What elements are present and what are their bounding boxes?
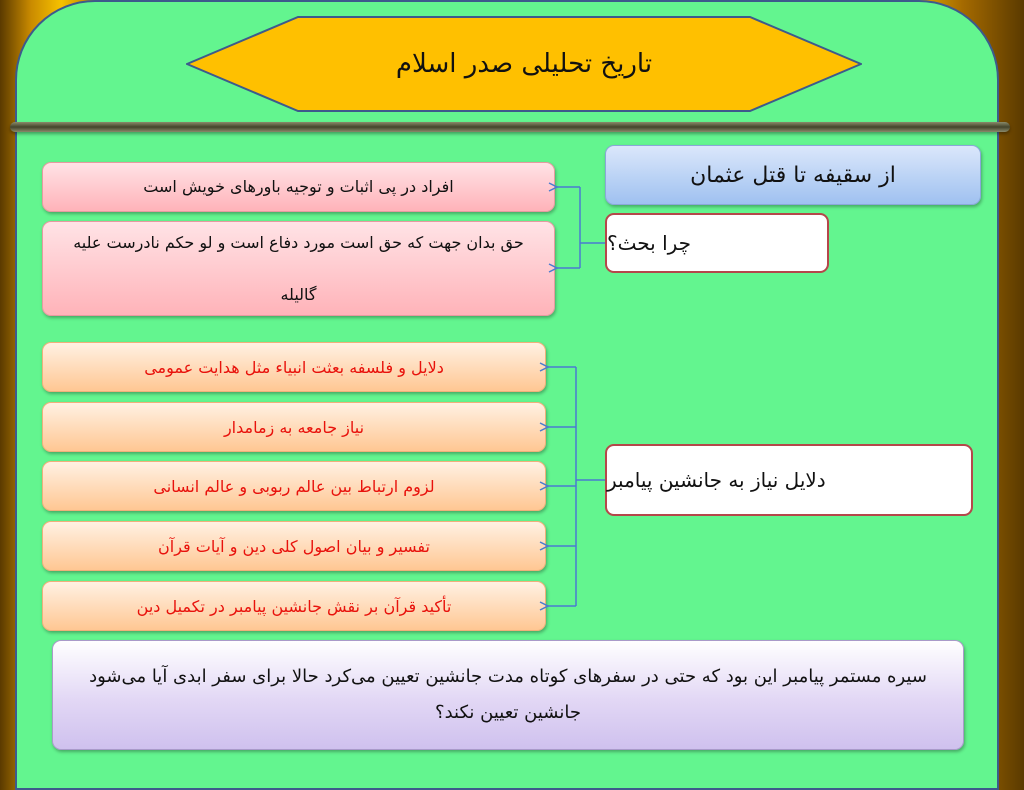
note-text: سیره مستمر پیامبر این بود که حتی در سفرهای کوتاه مدت جانشین تعیین می‌کرد حالا برای سفر ابدی آیا می‌شود جانشین تعیین نکند؟ <box>89 666 927 723</box>
page-title: تاریخ تحلیلی صدر اسلام <box>395 49 653 79</box>
subtitle-text: از سقیفه تا قتل عثمان <box>690 162 896 188</box>
need-text-4: تفسیر و بیان اصول کلی دین و آیات قرآن <box>158 536 430 556</box>
need-text-5: تأکید قرآن بر نقش جانشین پیامبر در تکمیل دین <box>136 596 452 616</box>
reason-text-2: حق بدان جهت که حق است مورد دفاع است و لو حکم نادرست علیه گالیله <box>73 232 524 304</box>
question-text: چرا بحث؟ <box>607 231 692 255</box>
topic-text: دلایل نیاز به جانشین پیامبر <box>607 468 826 492</box>
need-text-2: نیاز جامعه به زمامدار <box>223 417 365 437</box>
need-text-1: دلایل و فلسفه بعثت انبیاء مثل هدایت عمومی <box>144 357 444 377</box>
reason-text-1: افراد در پی اثبات و توجیه باورهای خویش است <box>143 177 454 196</box>
need-text-3: لزوم ارتباط بین عالم ربوبی و عالم انسانی <box>153 476 435 496</box>
